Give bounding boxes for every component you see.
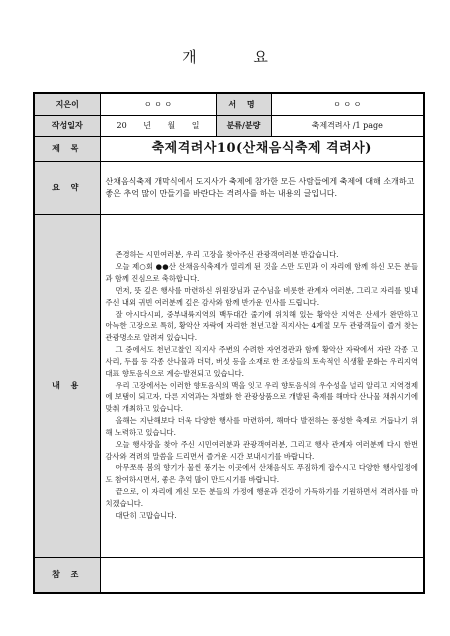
content-paragraph: 대단히 고맙습니다. <box>115 510 177 520</box>
content-paragraph: 끝으로, 이 자리에 계신 모든 분들의 가정에 행운과 건강이 가득하기를 기원하면서 격려사를 마치겠습니다. <box>105 487 418 509</box>
content-body <box>100 214 424 557</box>
content-paragraph: 먼저, 뜻 깊은 행사를 마련하신 위원장님과 군수님을 비롯한 관계자 여러분, 그리고 자리를 빛내주신 내외 귀빈 여러분께 깊은 감사와 함께 반가운 인사를 드립니다. <box>105 285 418 307</box>
date-row <box>34 115 424 136</box>
author-label: 지은이 <box>34 93 100 115</box>
writer-label: 서 명 <box>216 93 271 115</box>
content-paragraph: 그 중에서도 천년고찰인 직지사 주변의 수려한 자연경관과 함께 황악산 자락에서 자란 각종 고사리, 두릅 등 각종 산나물과 더덕, 버섯 등을 소재로 한 조상들의 토속적인 식생활 문화는 우리지역 대표 향토음식으로 계승·발전되고 있습니다. <box>105 345 418 378</box>
author-row <box>34 93 424 115</box>
content-paragraph: 오늘 제○회 ●●산 산채음식축제가 열리게 된 것을 스만 도민과 이 자리에 함께 하신 모든 분들과 함께 진심으로 축하합니다. <box>105 262 418 283</box>
summary-label: 요 약 <box>34 161 100 214</box>
date-value: 20 년 월 일 <box>100 115 216 136</box>
content-paragraph: 우리 고장에서는 이러한 향토음식의 맥을 잇고 우리 향토음식의 우수성을 널리 알리고 지역경제에 보탬이 되고자, 다른 지역과는 차별화 한 관광상품으로 개발된 축제를 해마다 산나물 채취시기에 맞춰 개최하고 있습니다. <box>105 380 418 414</box>
content-row <box>34 214 424 557</box>
content-paragraph: 오늘 행사장을 찾아 주신 시민여러분과 관광객여러분, 그리고 행사 관계자 여러분께 다시 한번 감사와 격려의 말씀을 드리면서 즐거운 시간 보내시기를 바랍니다. <box>105 439 418 461</box>
reference-label: 참 조 <box>34 557 100 593</box>
summary-text: 산채음식축제 개막식에서 도지사가 축제에 참가한 모든 사람들에게 축제에 대해 소개하고 좋은 추억 많이 만들기를 바란다는 격려사를 하는 내용의 글입니다. <box>100 161 424 214</box>
date-label: 작성일자 <box>34 115 100 136</box>
page-title: 개 요 <box>182 48 294 66</box>
summary-row <box>34 161 424 214</box>
reference-value <box>100 557 424 593</box>
subject-label: 제 목 <box>34 136 100 161</box>
subject-row <box>34 136 424 161</box>
category-label: 분류/분량 <box>216 115 271 136</box>
content-paragraph: 존경하는 시민여러분, 우리 고장을 찾아주신 관광객여러분 반갑습니다. <box>115 250 339 260</box>
content-paragraph: 올해는 지난해보다 더욱 다양한 행사를 마련하여, 해마다 발전하는 풍성한 축제로 거듭나기 위해 노력하고 있습니다. <box>105 416 418 437</box>
category-value: 축제격려사 /1 page <box>271 115 424 136</box>
reference-row <box>34 557 424 593</box>
content-paragraph: 아무쪼록 봄의 향기가 물씬 풍기는 이곳에서 산채음식도 푸짐하게 잡수시고 다양한 행사일정에도 참여하시면서, 좋은 추억 많이 만드시기를 바랍니다. <box>105 463 418 485</box>
content-paragraph: 잘 아시다시피, 중부내륙지역의 백두대간 줄기에 위치해 있는 황악산 지역은 산세가 완만하고 아늑한 고장으로 특히, 황악산 자락에 자리한 천년고찰 직지사는 4계절 모두 관광객들이 즐겨 찾는 관광명소로 알려져 있습니다. <box>105 309 418 343</box>
author-value: ㅇ ㅇ ㅇ <box>100 93 216 115</box>
writer-value: ㅇ ㅇ ㅇ <box>271 93 424 115</box>
content-label: 내 용 <box>34 214 100 557</box>
overview-table <box>33 92 425 594</box>
subject-value: 축제격려사10(산채음식축제 격려사) <box>100 136 424 161</box>
